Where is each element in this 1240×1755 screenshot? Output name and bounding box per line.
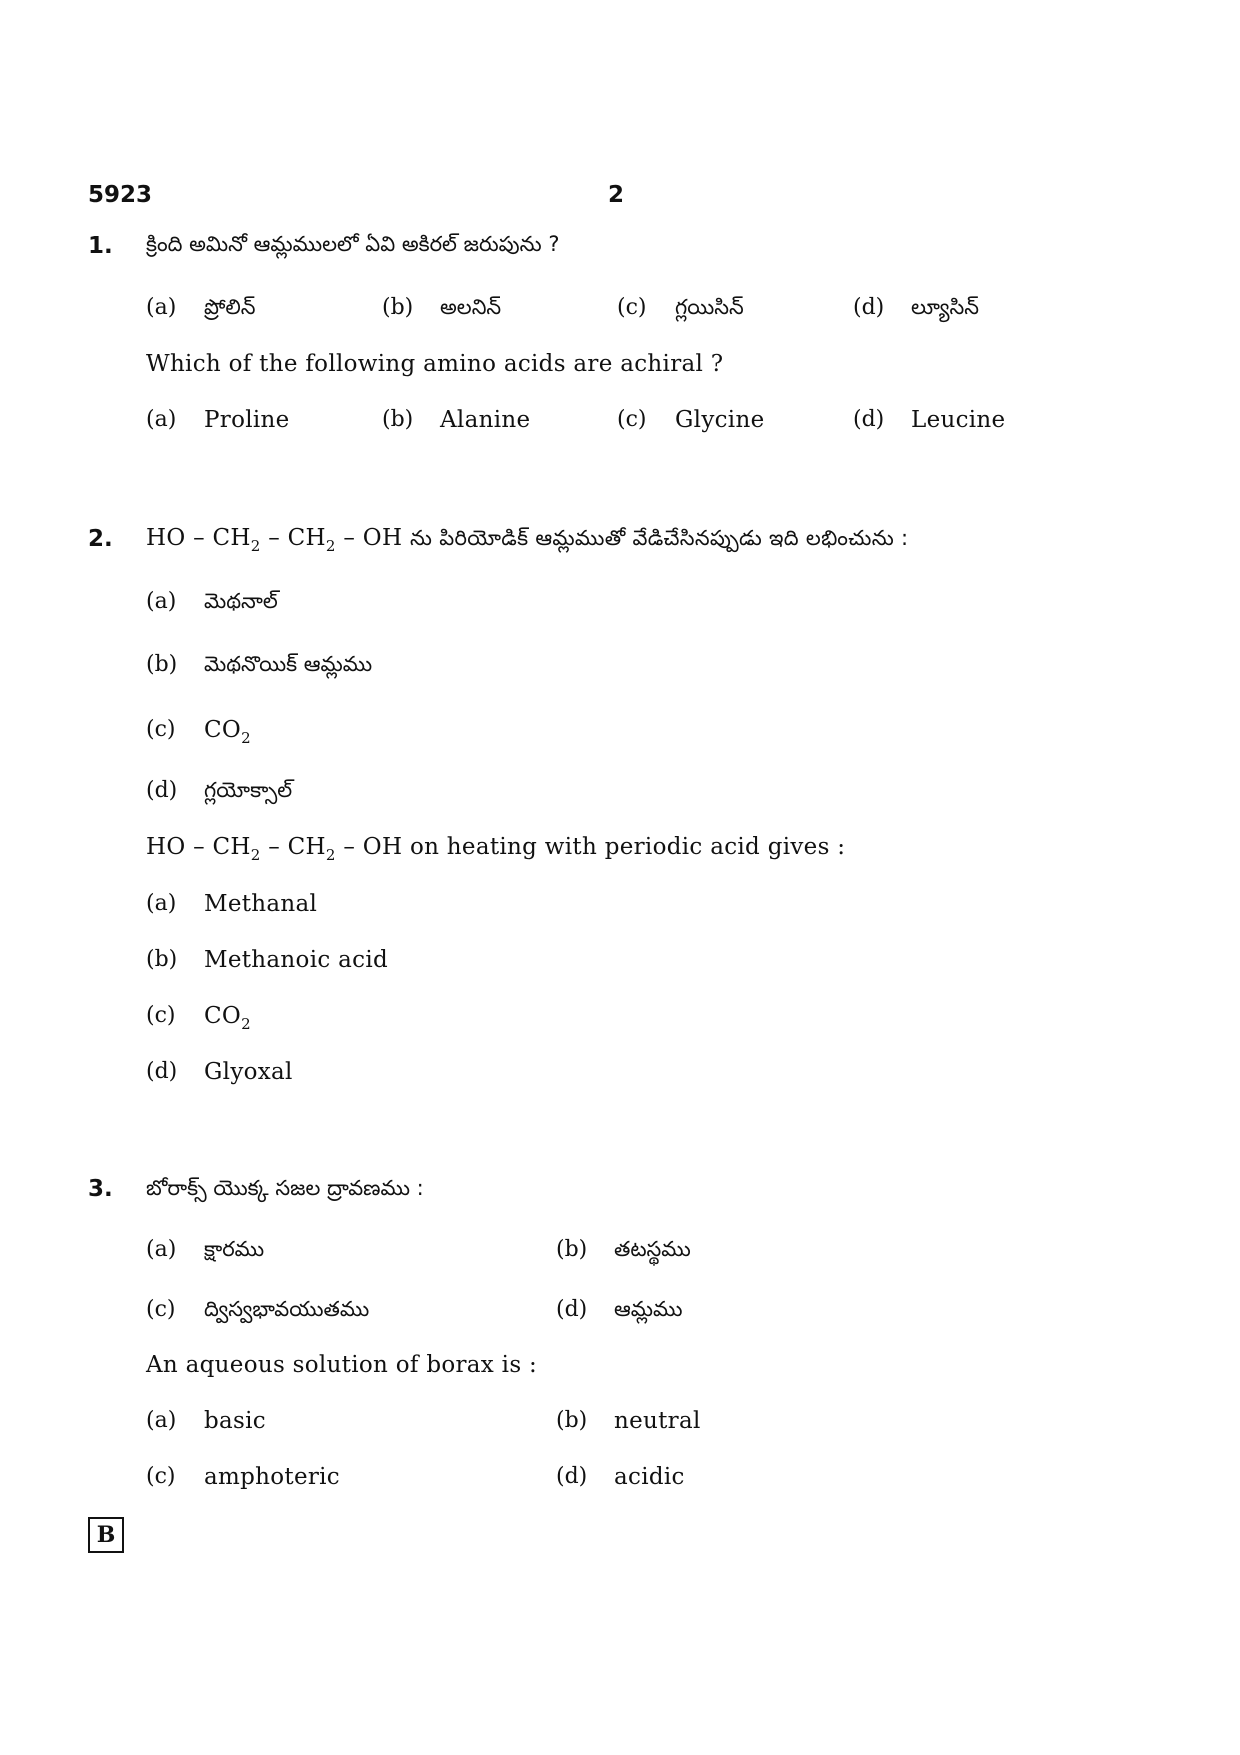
q3-english-option-a-label: (a) — [146, 1408, 177, 1433]
page-number: 2 — [608, 182, 625, 208]
q1-english-option-d-label: (d) — [853, 407, 885, 432]
q2-english-option-d-text: Glyoxal — [204, 1059, 293, 1085]
q1-telugu-option-c-label: (c) — [617, 295, 647, 320]
formula: HO – $CH_2 - CH_2$ – OH — [146, 525, 403, 555]
q2-telugu-option-c-label: (c) — [146, 717, 176, 742]
q1-english-option-b-text: Alanine — [440, 407, 531, 433]
question-2-english-line — [146, 834, 846, 864]
q1-telugu-option-a-text: ప్రోలిన్ — [204, 295, 256, 319]
q3-telugu-option-d-text: ఆమ్లము — [614, 1297, 683, 1321]
paper-code: 5923 — [88, 182, 153, 208]
q3-telugu-option-b-label: (b) — [556, 1237, 588, 1262]
q1-telugu-option-d-label: (d) — [853, 295, 885, 320]
q3-english-option-a-text: basic — [204, 1408, 266, 1434]
q3-telugu-option-d-label: (d) — [556, 1297, 588, 1322]
q3-telugu-option-a-text: క్షారము — [204, 1237, 265, 1261]
question-1-english-text: Which of the following amino acids are achiral ? — [146, 351, 724, 377]
q3-english-option-d-text: acidic — [614, 1464, 685, 1490]
question-2-english-text: on heating with periodic acid gives : — [409, 834, 846, 860]
q1-telugu-option-c-text: గ్లయిసిన్ — [675, 295, 744, 319]
q2-telugu-option-b-text: మెథనొయిక్ ఆమ్లము — [204, 652, 373, 676]
question-2-telugu-text: ను పిరియోడిక్ ఆమ్లముతో వేడిచేసినప్పుడు ఇది లభించును : — [409, 526, 909, 550]
q1-english-option-a-text: Proline — [204, 407, 290, 433]
q3-telugu-option-a-label: (a) — [146, 1237, 177, 1262]
q2-english-option-c-text: $CO_2$ — [204, 1003, 251, 1033]
q2-english-option-a-label: (a) — [146, 891, 177, 916]
q3-telugu-option-b-text: తటస్థము — [614, 1237, 691, 1261]
q1-english-option-a-label: (a) — [146, 407, 177, 432]
q1-telugu-option-b-text: అలనిన్ — [440, 295, 502, 319]
q3-english-option-c-label: (c) — [146, 1464, 176, 1489]
q1-telugu-option-d-text: ల్యూసిన్ — [911, 295, 980, 319]
q1-english-option-c-text: Glycine — [675, 407, 765, 433]
q3-english-option-d-label: (d) — [556, 1464, 588, 1489]
q1-english-option-d-text: Leucine — [911, 407, 1006, 433]
q2-english-option-d-label: (d) — [146, 1059, 178, 1084]
q2-telugu-option-a-text: మెథనాల్ — [204, 589, 278, 613]
q2-telugu-option-d-label: (d) — [146, 778, 178, 803]
q2-english-option-c-label: (c) — [146, 1003, 176, 1028]
q3-english-option-b-text: neutral — [614, 1408, 701, 1434]
q1-telugu-option-b-label: (b) — [382, 295, 414, 320]
q2-english-option-a-text: Methanal — [204, 891, 318, 917]
question-3-number: 3. — [88, 1176, 113, 1202]
formula: HO – $CH_2 - CH_2$ – OH — [146, 834, 403, 864]
question-2-telugu-line — [146, 525, 908, 556]
q1-english-option-c-label: (c) — [617, 407, 647, 432]
q1-telugu-option-a-label: (a) — [146, 295, 177, 320]
question-2-number: 2. — [88, 526, 113, 552]
q3-telugu-option-c-label: (c) — [146, 1297, 176, 1322]
q2-english-option-b-text: Methanoic acid — [204, 947, 389, 973]
question-1-number: 1. — [88, 233, 113, 259]
q1-english-option-b-label: (b) — [382, 407, 414, 432]
q2-english-option-b-label: (b) — [146, 947, 178, 972]
question-3-telugu-text: బోరాక్స్ యొక్క సజల ద్రావణము : — [146, 1176, 424, 1200]
q2-telugu-option-c-text: $CO_2$ — [204, 717, 251, 747]
question-3-english-text: An aqueous solution of borax is : — [146, 1352, 538, 1378]
q3-telugu-option-c-text: ద్విస్వభావయుతము — [204, 1297, 370, 1321]
q3-english-option-c-text: amphoteric — [204, 1464, 340, 1490]
question-1-telugu-text: క్రింది అమినో ఆమ్లములలో ఏవి అకిరల్ జరుపును ? — [146, 232, 560, 256]
q2-telugu-option-b-label: (b) — [146, 652, 178, 677]
q2-telugu-option-d-text: గ్లయోక్సాల్ — [204, 778, 293, 802]
q2-telugu-option-a-label: (a) — [146, 589, 177, 614]
booklet-series-badge: B — [88, 1517, 124, 1553]
q3-english-option-b-label: (b) — [556, 1408, 588, 1433]
